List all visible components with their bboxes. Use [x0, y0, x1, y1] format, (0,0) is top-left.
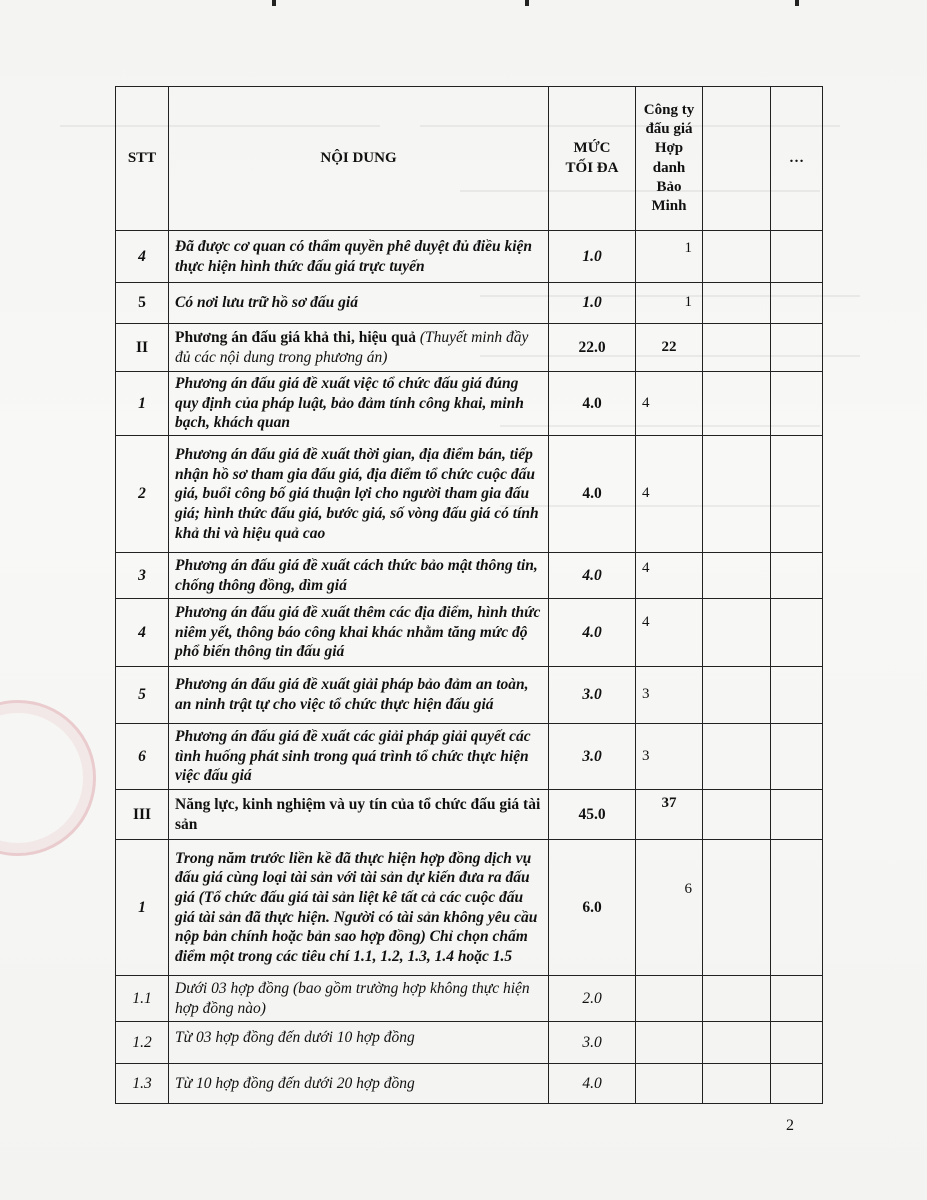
row-content: Từ 10 hợp đồng đến dưới 20 hợp đồng	[169, 1064, 549, 1104]
row-max: 4.0	[549, 553, 636, 599]
page-number: 2	[786, 1117, 794, 1134]
table-row	[116, 231, 823, 283]
row-empty	[771, 599, 823, 667]
header-max: MỨC TỐI ĐA	[549, 87, 636, 231]
row-max: 4.0	[549, 436, 636, 553]
row-score: 4	[636, 372, 703, 436]
header-more: …	[771, 87, 823, 231]
table-row	[116, 372, 823, 436]
row-max: 1.0	[549, 283, 636, 324]
row-stt: 5	[116, 667, 169, 724]
table-row	[116, 324, 823, 372]
row-empty	[703, 976, 771, 1022]
table-row	[116, 436, 823, 553]
row-empty	[771, 324, 823, 372]
row-stt: II	[116, 324, 169, 372]
row-stt: 6	[116, 724, 169, 790]
row-max: 3.0	[549, 667, 636, 724]
row-score	[636, 1022, 703, 1064]
header-stt: STT	[116, 87, 169, 231]
row-content	[169, 324, 549, 372]
row-max: 3.0	[549, 724, 636, 790]
row-empty	[771, 840, 823, 976]
row-empty	[771, 436, 823, 553]
row-content: Phương án đấu giá đề xuất thêm các địa điểm, hình thức niêm yết, thông báo công khai khác nhằm tăng mức độ phổ biến thông tin đấu giá	[169, 599, 549, 667]
row-content: Dưới 03 hợp đồng (bao gồm trường hợp không thực hiện hợp đồng nào)	[169, 976, 549, 1022]
row-score	[636, 1064, 703, 1104]
row-content: Đã được cơ quan có thẩm quyền phê duyệt đủ điều kiện thực hiện hình thức đấu giá trực tuyến	[169, 231, 549, 283]
row-content-main: Phương án đấu giá khả thi, hiệu quả	[175, 328, 420, 346]
row-content: Có nơi lưu trữ hồ sơ đấu giá	[169, 283, 549, 324]
row-max: 45.0	[549, 790, 636, 840]
row-score: 1	[636, 283, 703, 324]
header-company: Công ty đấu giá Hợp danh Bảo Minh	[636, 87, 703, 231]
row-content: Phương án đấu giá đề xuất cách thức bảo mật thông tin, chống thông đồng, dìm giá	[169, 553, 549, 599]
row-score: 22	[636, 324, 703, 372]
row-stt: 5	[116, 283, 169, 324]
row-empty	[703, 283, 771, 324]
scan-mark	[272, 0, 276, 6]
row-content: Phương án đấu giá đề xuất thời gian, địa điểm bán, tiếp nhận hồ sơ tham gia đấu giá, địa điểm tổ chức cuộc đấu giá, buổi công bố giá thuận lợi cho người tham gia đấu giá; hình thức đấu giá, bước giá, số vòng đấu giá có tính khả thi và hiệu quả cao	[169, 436, 549, 553]
row-max: 4.0	[549, 599, 636, 667]
row-score	[636, 976, 703, 1022]
row-score: 4	[636, 436, 703, 553]
row-content: Trong năm trước liền kề đã thực hiện hợp đồng dịch vụ đấu giá cùng loại tài sản với tài sản dự kiến đưa ra đấu giá (Tổ chức đấu giá tài sản liệt kê tất cả các cuộc đấu giá tài sản đã thực hiện. Người có tài sản không yêu cầu nộp bản chính hoặc bản sao hợp đồng) Chỉ chọn chấm điểm một trong các tiêu chí 1.1, 1.2, 1.3, 1.4 hoặc 1.5	[169, 840, 549, 976]
row-stt: 1.3	[116, 1064, 169, 1104]
row-empty	[703, 372, 771, 436]
scan-mark	[795, 0, 799, 6]
row-stt: 1.2	[116, 1022, 169, 1064]
row-empty	[771, 1064, 823, 1104]
row-score: 37	[636, 790, 703, 840]
row-empty	[703, 324, 771, 372]
row-empty	[703, 436, 771, 553]
row-empty	[771, 976, 823, 1022]
table-row	[116, 553, 823, 599]
table-row	[116, 1022, 823, 1064]
row-score: 4	[636, 553, 703, 599]
scoring-table	[115, 86, 823, 1104]
row-empty	[771, 283, 823, 324]
table-row	[116, 667, 823, 724]
row-content: Phương án đấu giá đề xuất việc tổ chức đấu giá đúng quy định của pháp luật, bảo đảm tính công khai, minh bạch, khách quan	[169, 372, 549, 436]
row-max: 2.0	[549, 976, 636, 1022]
row-stt: 2	[116, 436, 169, 553]
row-stt: 4	[116, 599, 169, 667]
row-empty	[703, 1022, 771, 1064]
row-empty	[703, 599, 771, 667]
scan-mark	[525, 0, 529, 6]
row-empty	[703, 724, 771, 790]
row-stt: III	[116, 790, 169, 840]
row-stt: 4	[116, 231, 169, 283]
row-stt: 1	[116, 840, 169, 976]
row-score: 3	[636, 724, 703, 790]
row-empty	[771, 231, 823, 283]
row-max: 1.0	[549, 231, 636, 283]
row-empty	[703, 667, 771, 724]
table-row	[116, 976, 823, 1022]
row-stt: 1	[116, 372, 169, 436]
row-max: 4.0	[549, 1064, 636, 1104]
row-stt: 1.1	[116, 976, 169, 1022]
stamp-mark	[0, 700, 96, 856]
row-empty	[703, 1064, 771, 1104]
row-max: 3.0	[549, 1022, 636, 1064]
row-empty	[703, 840, 771, 976]
header-extra	[703, 87, 771, 231]
table-row	[116, 840, 823, 976]
row-stt: 3	[116, 553, 169, 599]
row-empty	[703, 553, 771, 599]
row-empty	[703, 231, 771, 283]
header-content: NỘI DUNG	[169, 87, 549, 231]
row-max: 4.0	[549, 372, 636, 436]
row-empty	[771, 1022, 823, 1064]
row-empty	[771, 667, 823, 724]
row-content: Từ 03 hợp đồng đến dưới 10 hợp đồng	[169, 1022, 549, 1064]
table-row	[116, 724, 823, 790]
row-content: Năng lực, kinh nghiệm và uy tín của tổ chức đấu giá tài sản	[169, 790, 549, 840]
row-empty	[771, 372, 823, 436]
row-score: 6	[636, 840, 703, 976]
table-header-row	[116, 87, 823, 231]
row-content: Phương án đấu giá đề xuất các giải pháp giải quyết các tình huống phát sinh trong quá trình tổ chức thực hiện việc đấu giá	[169, 724, 549, 790]
row-empty	[771, 553, 823, 599]
table-row	[116, 599, 823, 667]
table-row	[116, 283, 823, 324]
row-empty	[703, 790, 771, 840]
row-empty	[771, 724, 823, 790]
row-score: 1	[636, 231, 703, 283]
row-max: 6.0	[549, 840, 636, 976]
row-empty	[771, 790, 823, 840]
row-content: Phương án đấu giá đề xuất giải pháp bảo đảm an toàn, an ninh trật tự cho việc tổ chức thực hiện đấu giá	[169, 667, 549, 724]
row-score: 3	[636, 667, 703, 724]
table-row	[116, 790, 823, 840]
table-row	[116, 1064, 823, 1104]
row-score: 4	[636, 599, 703, 667]
row-content-note: (Thuyết minh đầy đủ các nội dung trong phương án)	[175, 328, 529, 366]
row-max: 22.0	[549, 324, 636, 372]
